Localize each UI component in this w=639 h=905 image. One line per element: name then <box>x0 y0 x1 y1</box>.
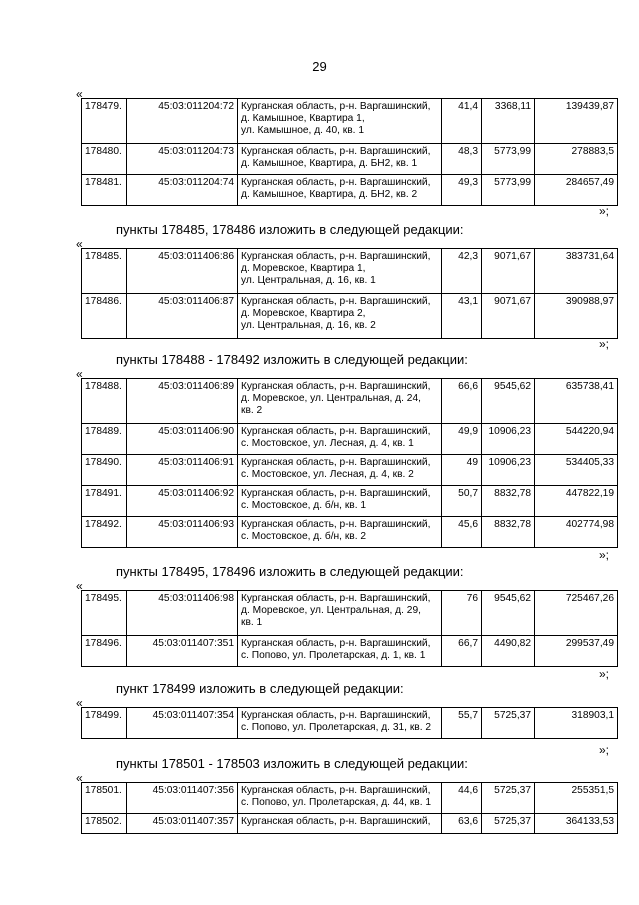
row-number: 178501. <box>82 783 127 814</box>
address-line: Курганская область, р-н. Варгашинский, <box>241 488 431 499</box>
address-line: Курганская область, р-н. Варгашинский, <box>241 785 431 796</box>
close-quote: »; <box>598 743 609 757</box>
property-table <box>81 248 618 339</box>
address <box>238 455 442 486</box>
cadastral-number: 45:03:011406:86 <box>127 249 238 294</box>
area: 49,3 <box>442 175 482 206</box>
page-number: 29 <box>312 59 327 74</box>
address <box>238 99 442 144</box>
row-number: 178490. <box>82 455 127 486</box>
address <box>238 294 442 339</box>
address-line: Курганская область, р-н. Варгашинский, <box>241 426 431 437</box>
cadastral-number: 45:03:011407:357 <box>127 814 238 834</box>
cadastral-number: 45:03:011406:93 <box>127 517 238 548</box>
unit-price: 5773,99 <box>482 144 535 175</box>
close-quote: »; <box>598 337 609 351</box>
cadastral-cost: 284657,49 <box>535 175 618 206</box>
area: 55,7 <box>442 708 482 739</box>
address-line: д. Камышное, Квартира, д. БН2, кв. 1 <box>241 158 418 169</box>
row-number: 178488. <box>82 379 127 424</box>
address <box>238 144 442 175</box>
unit-price: 5725,37 <box>482 814 535 834</box>
cadastral-cost: 402774,98 <box>535 517 618 548</box>
address <box>238 379 442 424</box>
cadastral-number: 45:03:011406:92 <box>127 486 238 517</box>
cadastral-cost: 534405,33 <box>535 455 618 486</box>
address-line: Курганская область, р-н. Варгашинский, <box>241 457 431 468</box>
address-line: кв. 2 <box>241 405 263 416</box>
row-number: 178499. <box>82 708 127 739</box>
address <box>238 708 442 739</box>
area: 48,3 <box>442 144 482 175</box>
table-row <box>82 783 618 814</box>
cadastral-number: 45:03:011204:72 <box>127 99 238 144</box>
table-row <box>82 486 618 517</box>
amendment-intro: пункты 178495, 178496 изложить в следующей редакции: <box>116 564 464 579</box>
property-table <box>81 378 618 548</box>
area: 49 <box>442 455 482 486</box>
address <box>238 636 442 667</box>
address-line: ул. Центральная, д. 16, кв. 1 <box>241 275 376 286</box>
area: 49,9 <box>442 424 482 455</box>
row-number: 178496. <box>82 636 127 667</box>
unit-price: 3368,11 <box>482 99 535 144</box>
property-table <box>81 98 618 206</box>
address-line: ул. Камышное, д. 40, кв. 1 <box>241 125 364 136</box>
cadastral-cost: 318903,1 <box>535 708 618 739</box>
area: 66,6 <box>442 379 482 424</box>
area: 76 <box>442 591 482 636</box>
row-number: 178489. <box>82 424 127 455</box>
cadastral-number: 45:03:011406:89 <box>127 379 238 424</box>
address <box>238 814 442 834</box>
cadastral-number: 45:03:011407:356 <box>127 783 238 814</box>
cadastral-cost: 299537,49 <box>535 636 618 667</box>
address-line: с. Попово, ул. Пролетарская, д. 1, кв. 1 <box>241 650 426 661</box>
address-line: д. Моревское, ул. Центральная, д. 24, <box>241 393 421 404</box>
close-quote: »; <box>598 204 609 218</box>
property-table <box>81 707 618 739</box>
unit-price: 9071,67 <box>482 249 535 294</box>
cadastral-number: 45:03:011407:354 <box>127 708 238 739</box>
address-line: с. Мостовское, ул. Лесная, д. 4, кв. 2 <box>241 469 414 480</box>
row-number: 178502. <box>82 814 127 834</box>
property-table <box>81 782 618 834</box>
address-line: Курганская область, р-н. Варгашинский, <box>241 593 431 604</box>
amendment-intro: пункты 178485, 178486 изложить в следующей редакции: <box>116 222 464 237</box>
cadastral-cost: 544220,94 <box>535 424 618 455</box>
unit-price: 9545,62 <box>482 379 535 424</box>
amendment-intro: пункт 178499 изложить в следующей редакции: <box>116 681 404 696</box>
area: 63,6 <box>442 814 482 834</box>
cadastral-cost: 278883,5 <box>535 144 618 175</box>
address-line: Курганская область, р-н. Варгашинский, <box>241 101 431 112</box>
open-quote: « <box>76 579 83 593</box>
address-line: д. Моревское, Квартира 2, <box>241 308 366 319</box>
address-line: с. Попово, ул. Пролетарская, д. 31, кв. 2 <box>241 722 432 733</box>
amendment-intro: пункты 178488 - 178492 изложить в следующей редакции: <box>116 352 468 367</box>
cadastral-cost: 139439,87 <box>535 99 618 144</box>
cadastral-number: 45:03:011406:98 <box>127 591 238 636</box>
property-table <box>81 590 618 667</box>
open-quote: « <box>76 771 83 785</box>
address-line: д. Камышное, Квартира, д. БН2, кв. 2 <box>241 189 418 200</box>
cadastral-number: 45:03:011204:74 <box>127 175 238 206</box>
table-row <box>82 455 618 486</box>
address-line: с. Мостовское, д. б/н, кв. 2 <box>241 531 367 542</box>
area: 45,6 <box>442 517 482 548</box>
row-number: 178481. <box>82 175 127 206</box>
cadastral-cost: 364133,53 <box>535 814 618 834</box>
area: 50,7 <box>442 486 482 517</box>
row-number: 178480. <box>82 144 127 175</box>
address-line: Курганская область, р-н. Варгашинский, <box>241 710 431 721</box>
address-line: Курганская область, р-н. Варгашинский, <box>241 251 431 262</box>
cadastral-number: 45:03:011406:87 <box>127 294 238 339</box>
cadastral-cost: 725467,26 <box>535 591 618 636</box>
area: 42,3 <box>442 249 482 294</box>
address-line: Курганская область, р-н. Варгашинский, <box>241 177 431 188</box>
table-row <box>82 591 618 636</box>
row-number: 178492. <box>82 517 127 548</box>
row-number: 178495. <box>82 591 127 636</box>
address-line: Курганская область, р-н. Варгашинский, <box>241 638 431 649</box>
row-number: 178479. <box>82 99 127 144</box>
open-quote: « <box>76 696 83 710</box>
address <box>238 591 442 636</box>
table-row <box>82 636 618 667</box>
row-number: 178485. <box>82 249 127 294</box>
table-row <box>82 249 618 294</box>
cadastral-cost: 390988,97 <box>535 294 618 339</box>
row-number: 178486. <box>82 294 127 339</box>
address-line: Курганская область, р-н. Варгашинский, <box>241 296 431 307</box>
cadastral-number: 45:03:011406:90 <box>127 424 238 455</box>
table-row <box>82 424 618 455</box>
cadastral-number: 45:03:011407:351 <box>127 636 238 667</box>
amendment-intro: пункты 178501 - 178503 изложить в следующей редакции: <box>116 756 468 771</box>
close-quote: »; <box>598 548 609 562</box>
unit-price: 5725,37 <box>482 783 535 814</box>
area: 44,6 <box>442 783 482 814</box>
table-row <box>82 517 618 548</box>
row-number: 178491. <box>82 486 127 517</box>
address-line: с. Мостовское, д. б/н, кв. 1 <box>241 500 367 511</box>
table-row <box>82 708 618 739</box>
unit-price: 5725,37 <box>482 708 535 739</box>
open-quote: « <box>76 87 83 101</box>
address <box>238 486 442 517</box>
unit-price: 10906,23 <box>482 455 535 486</box>
unit-price: 8832,78 <box>482 517 535 548</box>
address-line: Курганская область, р-н. Варгашинский, <box>241 519 431 530</box>
unit-price: 9071,67 <box>482 294 535 339</box>
address-line: Курганская область, р-н. Варгашинский, <box>241 146 431 157</box>
address-line: с. Мостовское, ул. Лесная, д. 4, кв. 1 <box>241 438 414 449</box>
cadastral-number: 45:03:011204:73 <box>127 144 238 175</box>
unit-price: 5773,99 <box>482 175 535 206</box>
address-line: ул. Центральная, д. 16, кв. 2 <box>241 320 376 331</box>
address <box>238 424 442 455</box>
area: 66,7 <box>442 636 482 667</box>
cadastral-cost: 635738,41 <box>535 379 618 424</box>
unit-price: 8832,78 <box>482 486 535 517</box>
table-row <box>82 379 618 424</box>
address-line: с. Попово, ул. Пролетарская, д. 44, кв. 1 <box>241 797 432 808</box>
area: 43,1 <box>442 294 482 339</box>
address <box>238 517 442 548</box>
unit-price: 9545,62 <box>482 591 535 636</box>
address-line: д. Моревское, Квартира 1, <box>241 263 366 274</box>
area: 41,4 <box>442 99 482 144</box>
cadastral-number: 45:03:011406:91 <box>127 455 238 486</box>
table-row <box>82 294 618 339</box>
address-line: д. Моревское, ул. Центральная, д. 29, <box>241 605 421 616</box>
table-row <box>82 814 618 834</box>
open-quote: « <box>76 367 83 381</box>
close-quote: »; <box>598 667 609 681</box>
table-row <box>82 175 618 206</box>
table-row <box>82 99 618 144</box>
cadastral-cost: 255351,5 <box>535 783 618 814</box>
address-line: кв. 1 <box>241 617 263 628</box>
unit-price: 4490,82 <box>482 636 535 667</box>
address <box>238 249 442 294</box>
address <box>238 175 442 206</box>
unit-price: 10906,23 <box>482 424 535 455</box>
open-quote: « <box>76 237 83 251</box>
address-line: Курганская область, р-н. Варгашинский, <box>241 816 431 827</box>
address-line: д. Камышное, Квартира 1, <box>241 113 365 124</box>
address-line: Курганская область, р-н. Варгашинский, <box>241 381 431 392</box>
cadastral-cost: 447822,19 <box>535 486 618 517</box>
cadastral-cost: 383731,64 <box>535 249 618 294</box>
address <box>238 783 442 814</box>
table-row <box>82 144 618 175</box>
